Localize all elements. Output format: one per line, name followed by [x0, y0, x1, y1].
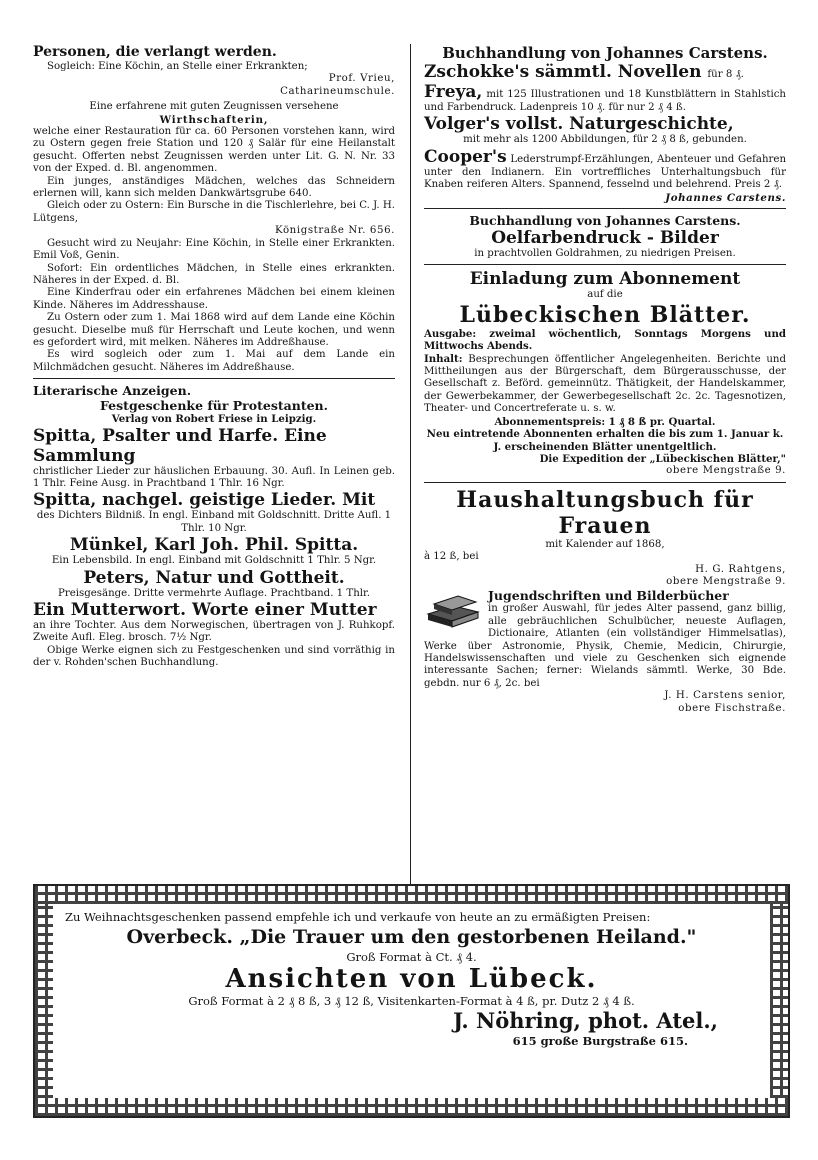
literary-title: Festgeschenke für Protestanten. [99, 398, 328, 414]
ad-cook-signature-name: Prof. Vrieu, [328, 73, 395, 85]
ad-seamstress: Ein junges, anständiges Mädchen, welches das Schneidern erlernen will, kann sich melden Dankwärtsgrube 640. [33, 175, 395, 200]
book-spitta-lieder-title: Spitta, nachgel. geistige Lieder. Mit [33, 490, 376, 511]
photo-studio-ad-content [65, 910, 758, 1048]
cooper-signature: Johannes Carstens. [665, 191, 786, 204]
divider-3 [424, 482, 786, 483]
freya-title: Freya, [424, 82, 483, 102]
divider-2 [424, 264, 786, 265]
subscription-signature: Die Expedition der „Lübeckischen Blätter," [539, 452, 786, 465]
ad-new-year-cook: Gesucht wird zu Neujahr: Eine Köchin, in Stelle einer Erkrankten. Emil Voß, Genin. [33, 237, 395, 262]
literary-publisher: Verlag von Robert Friese in Leipzig. [111, 413, 317, 426]
book-mutterwort-title: Ein Mutterwort. Worte einer Mutter [33, 600, 377, 620]
overbeck-title: Overbeck. „Die Trauer um den gestorbenen Heiland." [126, 926, 697, 948]
ad-nanny: Eine Kinderfrau oder ein erfahrenes Mädchen bei einem kleinen Kinde. Näheres im Addresshause. [33, 287, 395, 311]
subscription-invitation-sub: auf die [587, 289, 623, 301]
ornamental-border-top [35, 886, 788, 904]
right-column [424, 44, 786, 715]
subscription-address: obere Mengstraße 9. [666, 465, 786, 477]
section-header-literary: Literarische Anzeigen. [33, 383, 192, 399]
divider-1 [424, 208, 786, 209]
section-divider [33, 378, 395, 379]
volger-details: mit mehr als 1200 Abbildungen, für 2 ₰ 8 ß, gebunden. [463, 134, 747, 146]
ornamental-border-bottom [35, 1098, 788, 1116]
subscription-issue-schedule: Ausgabe: zweimal wöchentlich, Sonntags Morgens und Mittwochs Abends. [424, 327, 786, 353]
book-spitta-psalter-details: christlicher Lieder zur häuslichen Erbauung. 30. Aufl. In Leinen geb. 1 Thlr. Feine Ausg. in Prachtband 1 Thlr. 16 Ngr. [33, 465, 395, 489]
books-stack-icon [424, 590, 482, 628]
book-mutterwort-details: an ihre Tochter. Aus dem Norwegischen, übertragen von J. Ruhkopf. Zweite Aufl. Eleg. brosch. 7½ Ngr. [33, 620, 395, 644]
ad-housekeeper-body: welche einer Restauration für ca. 60 Personen vorstehen kann, wird zu Ostern gegen freie Station und 120 ₰ Salär für eine Heilanstalt gesucht. Offerten nebst Zeugnissen werden unter Lit. G. N. Nr. 33 von der Exped. d. Bl. angenommen. [33, 126, 395, 175]
photographer-signature: J. Nöhring, phot. Atel., [453, 1008, 718, 1033]
luebeckische-blaetter-title: Lübeckischen Blätter. [459, 301, 751, 328]
ad-apprentice-address: Königstraße Nr. 656. [275, 225, 395, 237]
subscription-invitation-title: Einladung zum Abonnement [469, 269, 741, 290]
cooper-ad [424, 147, 786, 192]
ad-housekeeper-lead: Eine erfahrene mit guten Zeugnissen versehene [89, 101, 339, 113]
youth-books-title: Jugendschriften und Bilderbücher [488, 588, 729, 604]
book-muenkel-details: Ein Lebensbild. In engl. Einband mit Goldschnitt 1 Thlr. 5 Ngr. [51, 555, 377, 567]
oil-prints-title: Oelfarbendruck - Bilder [491, 228, 719, 249]
ad-country-cook: Zu Ostern oder zum 1. Mai 1868 wird auf dem Lande eine Köchin gesucht. Dieselbe muß für Herrschaft und Leute kochen, und wenn es gefordert wird, mit melken. Näheres im Addreßhause. [33, 312, 395, 348]
household-book-address: obere Mengstraße 9. [666, 575, 786, 587]
ad-milkmaid: Es wird sogleich oder zum 1. Mai auf dem Lande ein Milchmädchen gesucht. Näheres im Addreßhause. [33, 349, 395, 373]
book-spitta-lieder-details: des Dichters Bildniß. In engl. Einband mit Goldschnitt. Dritte Aufl. 1 Thlr. 10 Ngr. [36, 510, 392, 534]
freya-details: mit 125 Illustrationen und 18 Kunstblättern in Stahlstich und Farbendruck. Ladenpreis 10 ₰. für nur 2 ₰ 4 ß. [424, 89, 786, 113]
subscription-price: Abonnementspreis: 1 ₰ 8 ß pr. Quartal. [494, 415, 716, 428]
luebeck-views-prices: Groß Format à 2 ₰ 8 ß, 3 ₰ 12 ß, Visitenkarten-Format à 4 ß, pr. Dutz 2 ₰ 4 ß. [188, 994, 635, 1008]
column-divider [410, 44, 411, 884]
ad-cook: Sogleich: Eine Köchin, an Stelle einer Erkrankten; [47, 61, 308, 72]
household-book-price: à 12 ß, bei [424, 551, 479, 563]
subscription-contents: Inhalt: Besprechungen öffentlicher Angelegenheiten. Berichte und Mittheilungen aus der Bürgerschaft, dem Bürgerausschusse, der Gesellschaft z. Beförd. gemeinnütz. Thätigkeit, der Handelskammer, der Gewerbekammer, der Gewerbegesellschaft 2c. 2c. Tagesnotizen, Theater- und Concertreferate u. s. w. [424, 352, 786, 415]
books-availability-note: Obige Werke eignen sich zu Festgeschenken und sind vorräthig in der v. Rohden'schen Buchhandlung. [33, 644, 395, 669]
ornamental-border-right [770, 904, 788, 1098]
bookshop-carstens-header-2: Buchhandlung von Johannes Carstens. [469, 213, 741, 229]
household-book-subtitle: mit Kalender auf 1868, [545, 538, 665, 550]
bookshop-carstens-header: Buchhandlung von Johannes Carstens. [442, 44, 768, 62]
photo-ad-intro: Zu Weihnachtsgeschenken passend empfehle ich und verkaufe von heute an zu ermäßigten Preisen: [65, 910, 651, 924]
ornamental-border-left [35, 904, 53, 1098]
luebeck-views-title: Ansichten von Lübeck. [225, 964, 598, 994]
ad-housekeeper-heading: Wirthschafterin, [159, 113, 269, 126]
household-book-title: Haushaltungsbuch für Frauen [456, 486, 754, 539]
subscription-new-subscribers: Neu eintretende Abonnenten erhalten die bis zum 1. Januar k. J. erscheinenden Blätter unentgeltlich. [426, 428, 784, 453]
book-peters-details: Preisgesänge. Dritte vermehrte Auflage. Prachtband. 1 Thlr. [57, 587, 371, 599]
left-column [33, 44, 395, 670]
book-peters-title: Peters, Natur und Gottheit. [83, 567, 345, 588]
section-header-personnel: Personen, die verlangt werden. [33, 44, 277, 60]
photographer-address: 615 große Burgstraße 615. [512, 1034, 688, 1048]
ad-maid: Sofort: Ein ordentliches Mädchen, in Stelle eines erkrankten. Näheres in der Exped. d. Bl. [33, 262, 395, 286]
youth-books-seller: J. H. Carstens senior, [664, 690, 786, 702]
volger-title: Volger's vollst. Naturgeschichte, [424, 114, 734, 135]
freya-ad [424, 82, 786, 114]
ad-apprentice: Gleich oder zu Ostern: Ein Bursche in die Tischlerlehre, bei C. J. H. Lütgens, [33, 200, 396, 224]
book-muenkel-title: Münkel, Karl Joh. Phil. Spitta. [69, 535, 359, 556]
ad-cook-signature-place: Catharineumschule. [280, 85, 395, 97]
youth-books-address: obere Fischstraße. [678, 702, 786, 714]
overbeck-price: Groß Format à Ct. ₰ 4. [346, 950, 477, 964]
cooper-title: Cooper's [424, 146, 507, 167]
youth-books-details: in großer Auswahl, für jedes Alter passend, ganz billig, alle gebräuchlichen Schulbücher, neueste Auflagen, Dictionaire, Atlanten (ein vollständiger Himmelsatlas), Werke über Astronomie, Physik, Chemie, Medicin, Chirurgie, Handelswissenschaften und viele zu Geschenken sich eignende interessante Sachen; ferner: Wielands sämmtl. Werke, 30 Bde. gebdn. nur 6 ₰, 2c. bei [424, 603, 786, 689]
book-spitta-psalter-title: Spitta, Psalter und Harfe. Eine Sammlung [33, 425, 327, 466]
zschokke-title: Zschokke's sämmtl. Novellen für 8 ₰. [424, 62, 744, 82]
photo-studio-ad-box [33, 884, 790, 1118]
oil-prints-details: in prachtvollen Goldrahmen, zu niedrigen Preisen. [474, 248, 736, 260]
household-book-seller: H. G. Rahtgens, [695, 563, 786, 575]
cooper-details: Lederstrumpf-Erzählungen, Abenteuer und Gefahren unter den Indianern. Ein vortreffliches Unterhaltungsbuch für Knaben reiferen Alters. Spannend, fesselnd und belehrend. Preis 2 ₰. [424, 153, 786, 191]
